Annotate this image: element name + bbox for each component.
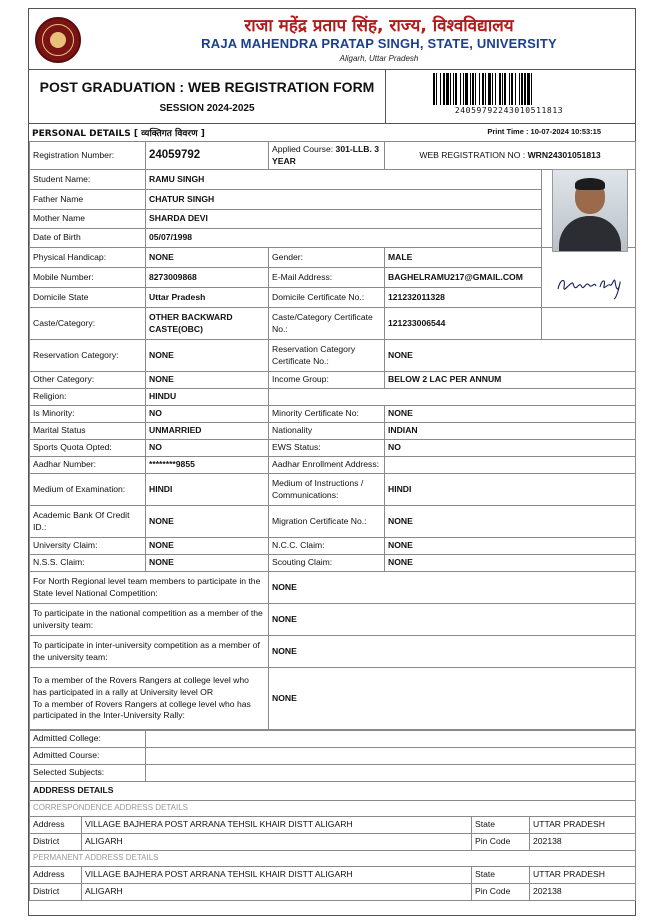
nationality-label: Nationality bbox=[269, 423, 385, 440]
gender-label: Gender: bbox=[269, 248, 385, 268]
rovers-rangers-value: NONE bbox=[269, 668, 636, 730]
university-name-hindi: राजा महेंद्र प्रताप सिंह, राज्य, विश्वविद्यालय bbox=[244, 16, 514, 36]
applied-course: Applied Course: 301-LLB. 3 YEAR bbox=[269, 142, 385, 170]
personal-details-title: PERSONAL DETAILS [ व्यक्तिगत विवरण ] bbox=[32, 129, 205, 139]
corr-address-label: Address bbox=[30, 817, 82, 834]
corr-address-value: VILLAGE BAJHERA POST ARRANA TEHSIL KHAIR DISTT ALIGARH bbox=[82, 817, 472, 834]
scouting-value: NONE bbox=[385, 555, 636, 572]
sports-label: Sports Quota Opted: bbox=[30, 440, 146, 457]
perm-state-value: UTTAR PRADESH bbox=[530, 867, 636, 884]
medium-exam-label: Medium of Examination: bbox=[30, 474, 146, 506]
domicile-label: Domicile State bbox=[30, 288, 146, 308]
reservation-cert-label: Reservation Category Certificate No.: bbox=[269, 340, 385, 372]
corr-state-value: UTTAR PRADESH bbox=[530, 817, 636, 834]
registration-form-page bbox=[28, 8, 636, 916]
national-competition-value: NONE bbox=[269, 604, 636, 636]
rovers-rangers-label: To a member of the Rovers Rangers at college level who has participated in a rally at University level OR To a member of Rovers Rangers at college level who has participated in the Inter-University Rally: bbox=[30, 668, 269, 730]
handicap-label: Physical Handicap: bbox=[30, 248, 146, 268]
barcode-icon bbox=[433, 73, 579, 105]
signature-image bbox=[552, 267, 626, 301]
perm-district-label: District bbox=[30, 884, 82, 901]
caste-cert-label: Caste/Category Certificate No.: bbox=[269, 308, 385, 340]
migration-label: Migration Certificate No.: bbox=[269, 506, 385, 538]
minority-cert-value: NONE bbox=[385, 406, 636, 423]
email-value: BAGHELRAMU217@GMAIL.COM bbox=[385, 268, 542, 288]
handicap-value: NONE bbox=[146, 248, 269, 268]
personal-details-table bbox=[29, 169, 635, 572]
address-details-title: ADDRESS DETAILS bbox=[30, 782, 636, 801]
domicile-cert-value: 121232011328 bbox=[385, 288, 542, 308]
print-time: Print Time : 10-07-2024 10:53:15 bbox=[487, 127, 601, 136]
aadhar-enroll-value bbox=[385, 457, 636, 474]
selected-subjects-value bbox=[146, 765, 636, 782]
minority-label: Is Minority: bbox=[30, 406, 146, 423]
aadhar-value: ********9855 bbox=[146, 457, 269, 474]
nationality-value: INDIAN bbox=[385, 423, 636, 440]
religion-label: Religion: bbox=[30, 389, 146, 406]
university-header bbox=[29, 9, 635, 70]
registration-number-value: 24059792 bbox=[146, 142, 269, 170]
medium-instr-label: Medium of Instructions / Communications: bbox=[269, 474, 385, 506]
aadhar-label: Aadhar Number: bbox=[30, 457, 146, 474]
sports-value: NO bbox=[146, 440, 269, 457]
perm-pin-value: 202138 bbox=[530, 884, 636, 901]
domicile-cert-label: Domicile Certificate No.: bbox=[269, 288, 385, 308]
other-category-value: NONE bbox=[146, 372, 269, 389]
competition-table bbox=[29, 571, 635, 801]
nss-value: NONE bbox=[146, 555, 269, 572]
marital-value: UNMARRIED bbox=[146, 423, 269, 440]
university-claim-value: NONE bbox=[146, 538, 269, 555]
north-regional-value: NONE bbox=[269, 572, 636, 604]
admitted-course-label: Admitted Course: bbox=[30, 748, 146, 765]
national-competition-label: To participate in the national competition as a member of the university team: bbox=[30, 604, 269, 636]
income-value: BELOW 2 LAC PER ANNUM bbox=[385, 372, 636, 389]
corr-pin-label: Pin Code bbox=[472, 834, 530, 851]
dob-value: 05/07/1998 bbox=[146, 229, 542, 248]
father-name-value: CHATUR SINGH bbox=[146, 190, 542, 210]
religion-value: HINDU bbox=[146, 389, 269, 406]
minority-value: NO bbox=[146, 406, 269, 423]
corr-district-value: ALIGARH bbox=[82, 834, 472, 851]
abc-label: Academic Bank Of Credit ID.: bbox=[30, 506, 146, 538]
personal-details-header bbox=[29, 123, 635, 142]
barcode-number: 24059792243010511813 bbox=[454, 106, 564, 115]
registration-row bbox=[29, 141, 635, 170]
domicile-value: Uttar Pradesh bbox=[146, 288, 269, 308]
medium-exam-value: HINDI bbox=[146, 474, 269, 506]
form-title: POST GRADUATION : WEB REGISTRATION FORM bbox=[39, 79, 375, 95]
admitted-course-value bbox=[146, 748, 636, 765]
gender-value: MALE bbox=[385, 248, 542, 268]
form-title-bar bbox=[29, 69, 635, 124]
medium-instr-value: HINDI bbox=[385, 474, 636, 506]
income-label: Income Group: bbox=[269, 372, 385, 389]
university-seal-icon bbox=[35, 17, 81, 63]
migration-value: NONE bbox=[385, 506, 636, 538]
nss-label: N.S.S. Claim: bbox=[30, 555, 146, 572]
reservation-cert-value: NONE bbox=[385, 340, 636, 372]
other-category-label: Other Category: bbox=[30, 372, 146, 389]
university-name-english: RAJA MAHENDRA PRATAP SINGH, STATE, UNIVERSITY bbox=[201, 36, 557, 51]
inter-university-label: To participate in inter-university competition as a member of the university team: bbox=[30, 636, 269, 668]
ncc-value: NONE bbox=[385, 538, 636, 555]
dob-label: Date of Birth bbox=[30, 229, 146, 248]
university-claim-label: University Claim: bbox=[30, 538, 146, 555]
perm-district-value: ALIGARH bbox=[82, 884, 472, 901]
aadhar-enroll-label: Aadhar Enrollment Address: bbox=[269, 457, 385, 474]
inter-university-value: NONE bbox=[269, 636, 636, 668]
admitted-college-value bbox=[146, 731, 636, 748]
north-regional-label: For North Regional level team members to participate in the State level National Competition: bbox=[30, 572, 269, 604]
perm-state-label: State bbox=[472, 867, 530, 884]
email-label: E-Mail Address: bbox=[269, 268, 385, 288]
perm-pin-label: Pin Code bbox=[472, 884, 530, 901]
corr-district-label: District bbox=[30, 834, 82, 851]
mobile-label: Mobile Number: bbox=[30, 268, 146, 288]
session-label: SESSION 2024-2025 bbox=[159, 103, 255, 114]
mother-name-label: Mother Name bbox=[30, 210, 146, 229]
reservation-value: NONE bbox=[146, 340, 269, 372]
scouting-label: Scouting Claim: bbox=[269, 555, 385, 572]
web-registration-number: WEB REGISTRATION NO : WRN24301051813 bbox=[385, 142, 636, 170]
abc-value: NONE bbox=[146, 506, 269, 538]
mobile-value: 8273009868 bbox=[146, 268, 269, 288]
selected-subjects-label: Selected Subjects: bbox=[30, 765, 146, 782]
marital-label: Marital Status bbox=[30, 423, 146, 440]
caste-value: OTHER BACKWARD CASTE(OBC) bbox=[146, 308, 269, 340]
student-photo bbox=[552, 169, 628, 252]
permanent-address-header: PERMANENT ADDRESS DETAILS bbox=[30, 851, 636, 867]
ews-value: NO bbox=[385, 440, 636, 457]
registration-number-label: Registration Number: bbox=[30, 142, 146, 170]
corr-pin-value: 202138 bbox=[530, 834, 636, 851]
student-name-value: RAMU SINGH bbox=[146, 170, 542, 190]
student-name-label: Student Name: bbox=[30, 170, 146, 190]
caste-cert-value: 121233006544 bbox=[385, 308, 542, 340]
mother-name-value: SHARDA DEVI bbox=[146, 210, 542, 229]
caste-label: Caste/Category: bbox=[30, 308, 146, 340]
address-table bbox=[29, 800, 635, 901]
university-location: Aligarh, Uttar Pradesh bbox=[339, 54, 419, 63]
ncc-label: N.C.C. Claim: bbox=[269, 538, 385, 555]
ews-label: EWS Status: bbox=[269, 440, 385, 457]
reservation-label: Reservation Category: bbox=[30, 340, 146, 372]
perm-address-value: VILLAGE BAJHERA POST ARRANA TEHSIL KHAIR DISTT ALIGARH bbox=[82, 867, 472, 884]
correspondence-address-header: CORRESPONDENCE ADDRESS DETAILS bbox=[30, 801, 636, 817]
minority-cert-label: Minority Certificate No: bbox=[269, 406, 385, 423]
admitted-college-label: Admitted College: bbox=[30, 731, 146, 748]
perm-address-label: Address bbox=[30, 867, 82, 884]
father-name-label: Father Name bbox=[30, 190, 146, 210]
corr-state-label: State bbox=[472, 817, 530, 834]
